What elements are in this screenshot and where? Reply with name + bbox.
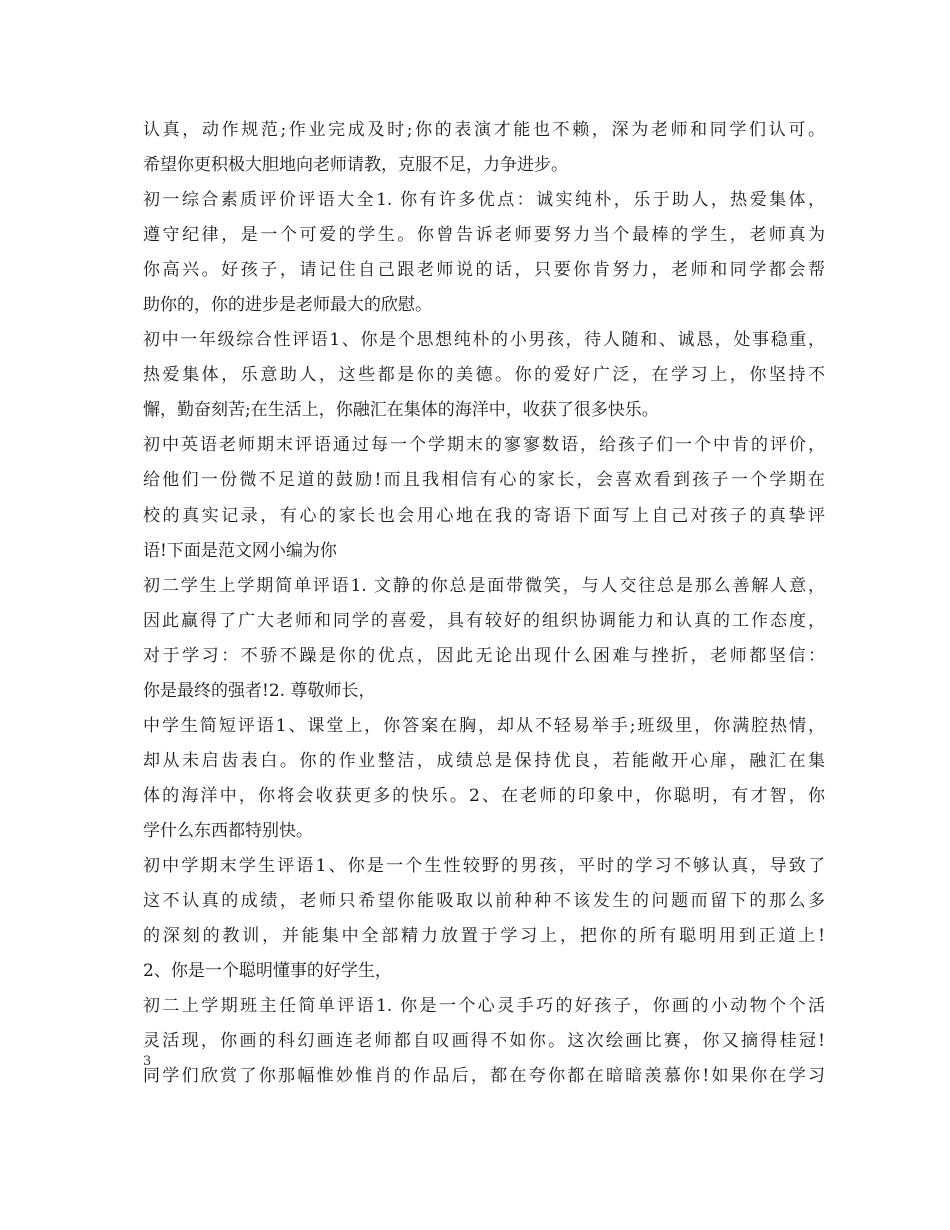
text-line: 希望你更积极大胆地向老师请教，克服不足，力争进步。 — [143, 155, 568, 176]
text-line: 学什么东西都特别快。 — [143, 820, 313, 841]
text-line: 你高兴。好孩子，请记住自己跟老师说的话，只要你肯努力，老师和同学都会帮 — [143, 260, 825, 281]
text-line: 初中一年级综合性评语1、你是个思想纯朴的小男孩，待人随和、诚恳，处事稳重， — [143, 330, 825, 351]
text-line: 中学生简短评语1、课堂上，你答案在胸，却从不轻易举手;班级里，你满腔热情， — [143, 715, 825, 736]
text-line: 因此赢得了广大老师和同学的喜爱，具有较好的组织协调能力和认真的工作态度， — [143, 610, 825, 631]
text-line: 助你的，你的进步是老师最大的欣慰。 — [143, 295, 432, 316]
text-line: 灵活现，你画的科幻画连老师都自叹画得不如你。这次绘画比赛，你又摘得桂冠! — [143, 1031, 825, 1052]
text-line: 初二上学期班主任简单评语1. 你是一个心灵手巧的好孩子，你画的小动物个个活 — [143, 996, 825, 1017]
text-line: 对于学习：不骄不躁是你的优点，因此无论出现什么困难与挫折，老师都坚信： — [143, 645, 825, 666]
text-line: 却从未启齿表白。你的作业整洁，成绩总是保持优良，若能敞开心扉，融汇在集 — [143, 750, 825, 771]
text-line: 热爱集体，乐意助人，这些都是你的美德。你的爱好广泛，在学习上，你坚持不 — [143, 365, 825, 386]
page-number: 3 — [143, 1054, 152, 1069]
document-body — [143, 113, 825, 1094]
text-line: 懈，勤奋刻苦;在生活上，你融汇在集体的海洋中，收获了很多快乐。 — [143, 400, 659, 421]
text-line: 语!下面是范文网小编为你 — [143, 540, 337, 561]
text-line: 初一综合素质评价评语大全1. 你有许多优点：诚实纯朴，乐于助人，热爱集体， — [143, 190, 825, 211]
text-line: 初二学生上学期简单评语1. 文静的你总是面带微笑，与人交往总是那么善解人意， — [143, 575, 825, 596]
text-line: 校的真实记录，有心的家长也会用心地在我的寄语下面写上自己对孩子的真挚评 — [143, 505, 825, 526]
text-line: 认真，动作规范;作业完成及时;你的表演才能也不赖，深为老师和同学们认可。 — [143, 120, 825, 140]
text-line: 体的海洋中，你将会收获更多的快乐。2、在老师的印象中，你聪明，有才智，你 — [143, 785, 825, 806]
text-line: 的深刻的教训，并能集中全部精力放置于学习上，把你的所有聪明用到正道上! — [143, 926, 825, 947]
text-line: 初中学期末学生评语1、你是一个生性较野的男孩，平时的学习不够认真，导致了 — [143, 855, 825, 876]
text-line: 2、你是一个聪明懂事的好学生， — [143, 961, 392, 982]
text-line: 同学们欣赏了你那幅惟妙惟肖的作品后，都在夸你都在暗暗羡慕你!如果你在学习 — [143, 1066, 825, 1087]
text-line: 遵守纪律，是一个可爱的学生。你曾告诉老师要努力当个最棒的学生，老师真为 — [143, 225, 825, 246]
text-line: 你是最终的强者!2. 尊敬师长， — [143, 680, 376, 701]
text-line: 给他们一份微不足道的鼓励!而且我相信有心的家长，会喜欢看到孩子一个学期在 — [143, 470, 825, 491]
text-line: 初中英语老师期末评语通过每一个学期末的寥寥数语，给孩子们一个中肯的评价， — [143, 435, 825, 456]
text-line: 这不认真的成绩，老师只希望你能吸取以前种种不该发生的问题而留下的那么多 — [143, 891, 825, 912]
